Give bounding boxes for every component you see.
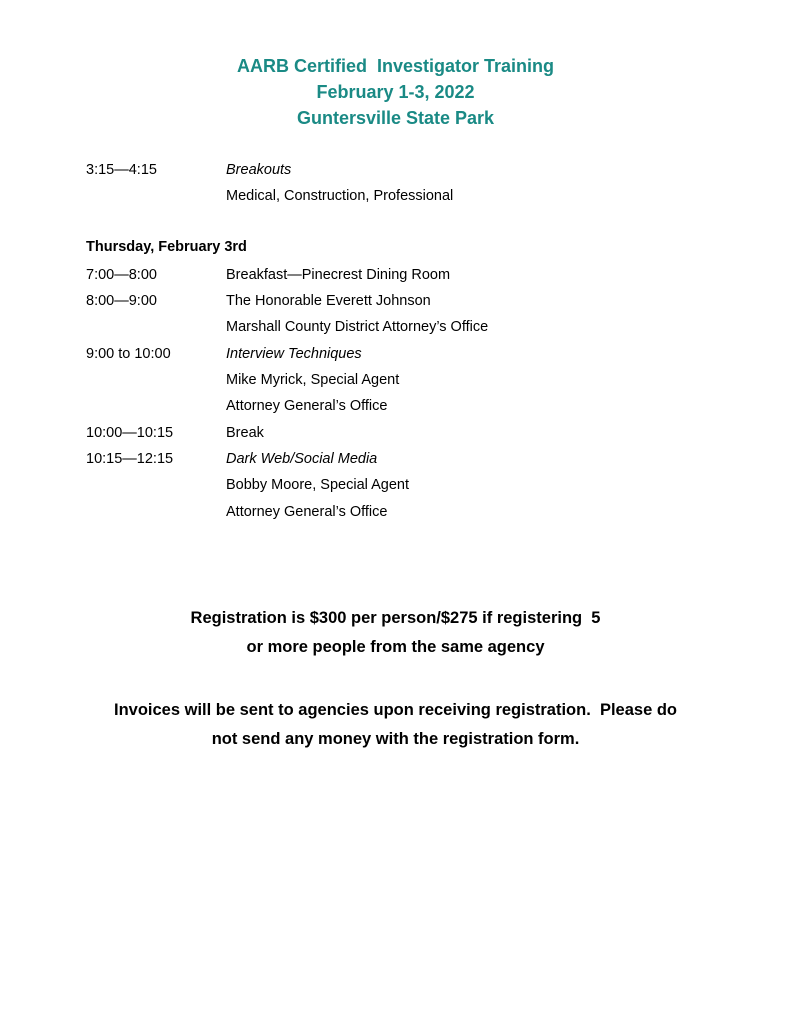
schedule-description: Attorney General’s Office bbox=[226, 398, 388, 414]
schedule-time: 10:15—12:15 bbox=[86, 451, 174, 467]
schedule-time: 7:00—8:00 bbox=[86, 267, 157, 283]
schedule-session-title: Interview Techniques bbox=[226, 346, 362, 362]
schedule-description: Break bbox=[226, 425, 264, 441]
schedule-description: Breakfast—Pinecrest Dining Room bbox=[226, 267, 451, 283]
event-dates: February 1-3, 2022 bbox=[316, 82, 475, 102]
document-title: AARB Certified Investigator Training bbox=[236, 56, 555, 76]
registration-line: or more people from the same agency bbox=[246, 638, 545, 656]
schedule-description: Bobby Moore, Special Agent bbox=[226, 477, 409, 493]
schedule-time: 10:00—10:15 bbox=[86, 425, 174, 441]
schedule-description: Mike Myrick, Special Agent bbox=[226, 372, 400, 388]
registration-notice bbox=[0, 604, 791, 662]
invoice-line: Invoices will be sent to agencies upon receiving registration. Please do bbox=[114, 701, 677, 719]
schedule-time: 9:00 to 10:00 bbox=[86, 346, 171, 362]
schedule-description: Attorney General’s Office bbox=[226, 504, 388, 520]
invoice-line: not send any money with the registration form. bbox=[211, 730, 580, 748]
schedule-session-title: Dark Web/Social Media bbox=[226, 451, 378, 467]
schedule-description: Marshall County District Attorney’s Office bbox=[226, 319, 489, 335]
schedule-description: The Honorable Everett Johnson bbox=[226, 293, 431, 309]
schedule-time: 8:00—9:00 bbox=[86, 293, 157, 309]
schedule-session-title: Breakouts bbox=[226, 162, 292, 178]
document-header bbox=[0, 53, 791, 131]
registration-line: Registration is $300 per person/$275 if registering 5 bbox=[190, 609, 601, 627]
schedule-description: Medical, Construction, Professional bbox=[226, 188, 454, 204]
day-heading: Thursday, February 3rd bbox=[86, 239, 247, 255]
schedule-time: 3:15—4:15 bbox=[86, 162, 157, 178]
invoice-notice bbox=[0, 696, 791, 754]
event-location: Guntersville State Park bbox=[296, 108, 495, 128]
